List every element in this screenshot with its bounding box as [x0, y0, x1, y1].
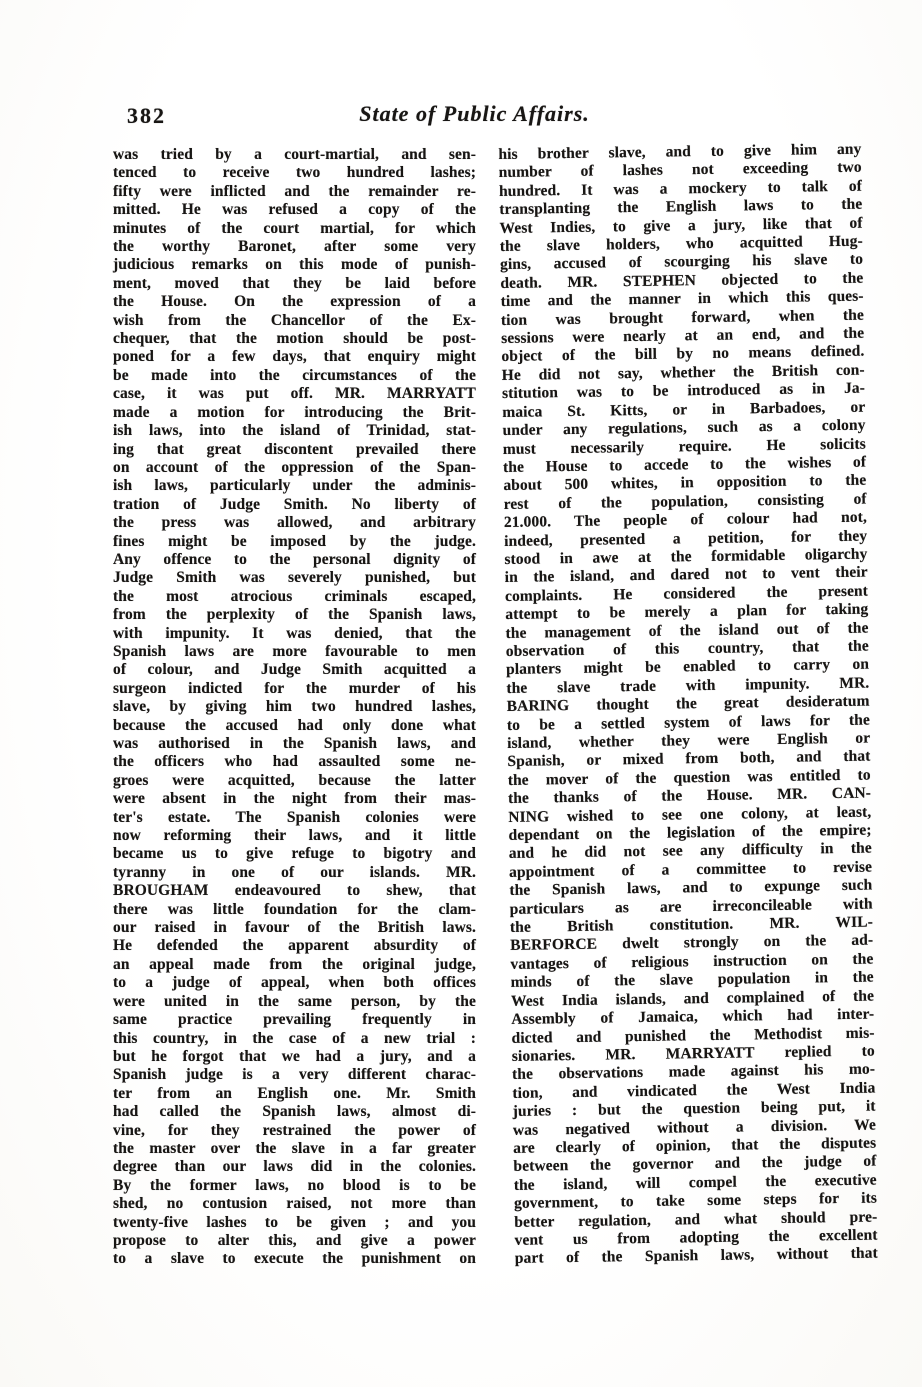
- text-line: had called the Spanish laws, almost di-: [113, 1103, 476, 1121]
- text-line: fifty were inflicted and the remainder re-: [113, 182, 476, 200]
- text-line: sionaries. MR. MARRYATT replied to: [511, 1042, 875, 1065]
- text-line: was negatived without a division. We: [512, 1116, 877, 1139]
- text-line: the worthy Baronet, after some very: [113, 238, 476, 256]
- text-line: BARING thought the great desideratum: [506, 692, 870, 716]
- text-line: ing that great discontent prevailed there: [113, 440, 476, 458]
- left-text-column: [113, 146, 476, 1269]
- text-line: By the former laws, no blood is to be: [113, 1176, 476, 1194]
- text-line: death. MR. STEPHEN objected to the: [500, 269, 864, 292]
- right-text-column: [498, 141, 878, 1269]
- text-columns: [113, 140, 878, 1269]
- text-line: complaints. He considered the present: [504, 582, 869, 605]
- text-line: the island, will compel the executive: [513, 1171, 877, 1194]
- text-line: about 500 whites, in opposition to the: [503, 471, 867, 495]
- text-line: became us to give refuge to bigotry and: [113, 845, 476, 863]
- text-line: an appeal made from the original judge,: [113, 955, 476, 973]
- text-line: sessions were nearly at an end, and the: [501, 324, 865, 348]
- text-line: attempt to be merely a plan for taking: [505, 600, 869, 624]
- text-line: the observations made against his mo-: [511, 1060, 876, 1084]
- text-line: the Spanish laws, and to expunge such: [509, 876, 873, 900]
- text-line: West India islands, and complained of the: [510, 987, 875, 1010]
- running-title: State of Public Affairs.: [359, 101, 590, 126]
- text-line: must necessarily require. He solicits: [502, 435, 866, 458]
- text-line: tyranny in one of our islands. MR.: [113, 863, 476, 881]
- page-header: [115, 101, 864, 135]
- text-line: tion was brought forward, when the: [500, 306, 865, 329]
- text-line: to a slave to execute the punishment on: [113, 1250, 476, 1268]
- text-line: part of the Spanish laws, without that: [514, 1244, 878, 1268]
- text-line: transplanting the English laws to the: [499, 195, 863, 219]
- text-line: government, to take some steps for its: [513, 1189, 878, 1213]
- text-line: minutes of the court martial, for which: [113, 219, 476, 237]
- text-line: in the island, and dared not to vent their: [504, 563, 868, 587]
- text-line: were united in the same person, by the: [113, 992, 476, 1010]
- text-line: same practice prevailing frequently in: [113, 1011, 476, 1029]
- text-line: time and the manner in which this ques-: [500, 287, 864, 311]
- text-line: the management of the island out of the: [505, 619, 869, 642]
- text-line: was authorised in the Spanish laws, and: [113, 735, 476, 752]
- text-line: be made into the circumstances of the: [113, 366, 476, 384]
- text-line: fines might be imposed by the judge.: [113, 532, 476, 550]
- text-line: hundred. It was a mockery to talk of: [498, 177, 863, 200]
- text-line: stood in awe at the formidable oligarchy: [504, 545, 868, 568]
- text-line: tion, and vindicated the West India: [512, 1079, 876, 1102]
- text-line: indeed, presented a petition, for they: [504, 527, 868, 550]
- text-line: ter from an English one. Mr. Smith: [113, 1084, 476, 1102]
- text-line: with impunity. It was denied, that the: [113, 624, 476, 642]
- text-line: maica St. Kitts, or in Barbadoes, or: [502, 398, 866, 421]
- text-line: planters might be enabled to carry on: [505, 655, 870, 679]
- text-line: dependant on the legislation of the empire;: [508, 821, 872, 844]
- text-line: his brother slave, and to give him any: [498, 140, 862, 164]
- text-line: the mover of the question was entitled to: [507, 766, 871, 789]
- text-line: made a motion for introducing the Brit-: [113, 403, 476, 421]
- text-line: this country, in the case of a new trial :: [113, 1029, 476, 1047]
- text-line: observation of this country, that the: [505, 637, 869, 660]
- text-line: to a judge of appeal, when both offices: [113, 974, 476, 992]
- text-line: poned for a few days, that enquiry might: [113, 348, 476, 366]
- text-line: were absent in the night from their mas-: [113, 790, 476, 808]
- text-line: ment, moved that they be laid before: [113, 274, 476, 292]
- text-line: now reforming their laws, and it little: [113, 827, 476, 845]
- text-line: tenced to receive two hundred lashes;: [113, 164, 476, 182]
- text-line: island, whether they were English or: [507, 729, 871, 752]
- text-line: chequer, that the motion should be post-: [113, 330, 476, 348]
- text-line: Assembly of Jamaica, which had inter-: [511, 1005, 875, 1029]
- text-line: the British constitution. MR. WIL-: [509, 913, 874, 936]
- text-line: and he did not see any difficulty in the: [508, 839, 872, 863]
- text-line: gins, accused of scourging his slave to: [499, 251, 864, 274]
- text-line: vine, for they restrained the power of: [113, 1121, 476, 1139]
- text-line: judicious remarks on this mode of punish-: [113, 256, 476, 274]
- text-line: He did not say, whether the British con-: [501, 361, 865, 384]
- text-line: Spanish laws are more favourable to men: [113, 642, 476, 660]
- text-line: propose to alter this, and give a power: [113, 1231, 476, 1249]
- text-line: Any offence to the personal dignity of: [113, 550, 476, 568]
- text-line: NING wished to see one colony, at least,: [508, 803, 872, 826]
- text-line: shed, no contusion raised, not more than: [113, 1195, 476, 1213]
- text-line: our raised in favour of the British laws.: [113, 919, 476, 937]
- text-line: vent us from adopting the excellent: [514, 1226, 878, 1249]
- text-line: ter's estate. The Spanish colonies were: [113, 808, 476, 826]
- text-line: particulars as are irreconcileable with: [509, 895, 873, 918]
- text-line: on account of the oppression of the Span-: [113, 458, 476, 476]
- text-line: the House. On the expression of a: [113, 293, 476, 311]
- text-line: because the accused had only done what: [113, 716, 476, 734]
- text-line: degree than our laws did in the colonies.: [113, 1158, 476, 1176]
- text-line: the press was allowed, and arbitrary: [113, 514, 476, 532]
- text-line: juries : but the question being put, it: [512, 1097, 876, 1121]
- text-line: under any regulations, such as a colony: [502, 416, 866, 440]
- text-line: BROUGHAM endeavoured to shew, that: [113, 882, 476, 900]
- text-line: ish laws, into the island of Trinidad, stat-: [113, 422, 476, 440]
- text-line: the slave holders, who acquitted Hug-: [499, 232, 863, 256]
- text-line: the thanks of the House. MR. CAN-: [507, 784, 872, 808]
- text-line: between the governor and the judge of: [513, 1152, 877, 1176]
- text-line: Spanish judge is a very different charac-: [113, 1066, 476, 1084]
- text-line: was tried by a court-martial, and sen-: [113, 146, 476, 163]
- text-line: rest of the population, consisting of: [503, 490, 867, 513]
- text-line: the slave trade with impunity. MR.: [506, 674, 870, 697]
- text-line: surgeon indicted for the murder of his: [113, 679, 476, 697]
- text-line: 21.000. The people of colour had not,: [503, 508, 868, 532]
- text-line: of colour, and Judge Smith acquitted a: [113, 661, 476, 679]
- text-line: groes were acquitted, because the latter: [113, 771, 476, 789]
- text-line: there was little foundation for the clam-: [113, 900, 476, 918]
- text-line: He defended the apparent absurdity of: [113, 937, 476, 955]
- text-line: wish from the Chancellor of the Ex-: [113, 311, 476, 329]
- text-line: from the perplexity of the Spanish laws,: [113, 606, 476, 624]
- text-line: mitted. He was refused a copy of the: [113, 201, 476, 219]
- text-line: case, it was put off. MR. MARRYATT: [113, 385, 476, 403]
- text-line: the House to accede to the wishes of: [502, 453, 867, 476]
- text-line: Judge Smith was severely punished, but: [113, 569, 476, 587]
- text-line: to be a settled system of laws for the: [506, 711, 871, 734]
- text-line: BERFORCE dwelt strongly on the ad-: [510, 932, 874, 955]
- text-line: ish laws, particularly under the adminis-: [113, 477, 476, 495]
- text-line: the officers who had assaulted some ne-: [113, 753, 476, 771]
- text-line: twenty-five lashes to be given ; and you: [113, 1213, 476, 1231]
- text-line: West Indies, to give a jury, like that of: [499, 214, 863, 237]
- text-line: the master over the slave in a far greater: [113, 1139, 476, 1157]
- text-line: Spanish, or mixed from both, and that: [507, 747, 871, 771]
- text-line: better regulation, and what should pre-: [514, 1208, 878, 1231]
- text-line: are clearly of opinion, that the disputes: [513, 1134, 877, 1157]
- text-line: stitution was to be introduced as in Ja-: [501, 379, 866, 403]
- text-line: object of the bill by no means defined.: [501, 343, 865, 366]
- text-line: minds of the slave population in the: [510, 968, 874, 992]
- text-line: number of lashes not exceeding two: [498, 159, 862, 182]
- page-number: 382: [127, 103, 166, 128]
- text-line: appointment of a committee to revise: [508, 858, 873, 881]
- text-line: but he forgot that we had a jury, and a: [113, 1047, 476, 1065]
- text-line: tration of Judge Smith. No liberty of: [113, 495, 476, 513]
- text-line: the most atrocious criminals escaped,: [113, 587, 476, 605]
- text-line: dicted and punished the Methodist mis-: [511, 1024, 875, 1047]
- text-line: slave, by giving him two hundred lashes,: [113, 698, 476, 716]
- text-line: vantages of religious instruction on the: [510, 950, 874, 973]
